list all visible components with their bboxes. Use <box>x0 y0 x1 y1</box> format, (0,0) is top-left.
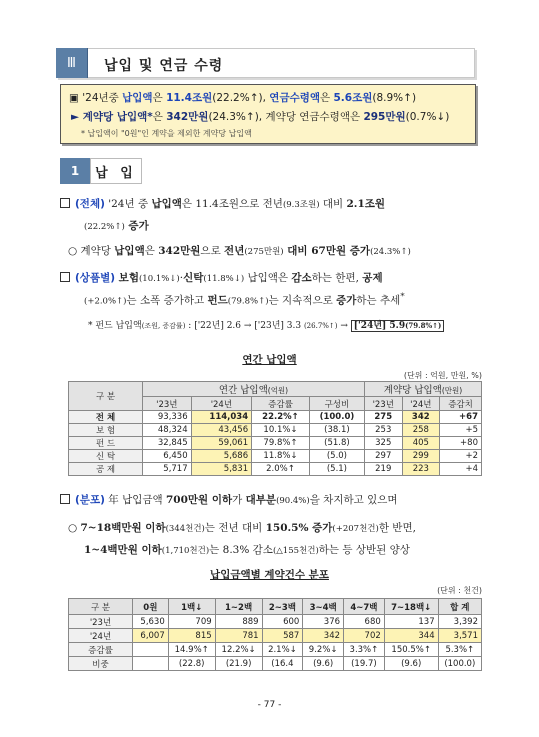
table1-col-share: 구성비 <box>309 397 364 411</box>
paragraph-per-contract: ○ 계약당 납입액은 342만원으로 전년(275만원) 대비 67만원 증가(24.3%↑) <box>68 245 411 257</box>
summary-line-1: ▣ '24년중 납입액은 11.4조원(22.2%↑), 연금수령액은 5.6조원(8.9%↑) <box>69 92 417 104</box>
table1-col-cdiff: 증감치 <box>440 397 482 411</box>
table2-title: 납입금액별 계약건수 분포 <box>210 569 329 581</box>
table-row: '23년 5,630 709 889 600 376 680 137 3,392 <box>69 615 482 629</box>
subsection-title: 납 입 <box>90 158 142 184</box>
checkbox-bullet-icon <box>60 494 70 504</box>
section-number: Ⅲ <box>56 48 88 78</box>
table1-col-c24: '24년 <box>402 397 440 411</box>
summary-line-2: ► 계약당 납입액*은 342만원(24.3%↑), 계약당 연금수령액은 295만원(0.7%↓) <box>71 111 450 123</box>
table1-col-c23: '23년 <box>364 397 402 411</box>
table1-header-gubun: 구 분 <box>69 382 143 411</box>
table1-col-24: '24년 <box>191 397 252 411</box>
paragraph-by-product-cont: (+2.0%↑)는 소폭 증가하고 펀드(79.8%↑)는 지속적으로 증가하는 추세* <box>84 292 405 307</box>
circle-bullet-icon: ○ <box>68 245 81 257</box>
table-row: 비중 (22.8) (21.9) (16.4 (9.6) (19.7) (9.6) (100.0) <box>69 657 482 671</box>
table-row: 증감률 14.9%↑ 12.2%↓ 2.1%↓ 9.2%↓ 3.3%↑ 150.5%↑ 5.3%↑ <box>69 643 482 657</box>
table1-col-change: 증감률 <box>252 397 310 411</box>
fund-note: * 펀드 납입액(조원, 증감률) : ['22년] 2.6 → ['23년] 3.3 (26.7%↑) → ['24년] 5.9(79.8%↑) <box>88 318 444 331</box>
paragraph-by-product: (상품별) 보험(10.1%↓)·신탁(11.8%↓) 납입액은 감소하는 한편, 공제 <box>60 270 383 285</box>
table1-unit: (단위 : 억원, 만원, %) <box>403 371 482 380</box>
page-number: - 77 - <box>257 700 282 710</box>
table1-header-contract: 계약당 납입액(만원) <box>364 382 481 397</box>
table-header-row: 구 분 0원 1백↓ 1~2백 2~3백 3~4백 4~7백 7~18백↓ 합 계 <box>69 599 482 615</box>
checkbox-bullet-icon <box>60 272 70 282</box>
checkbox-bullet-icon <box>60 198 70 208</box>
annual-payment-table <box>68 381 482 476</box>
table-row: 펀 드 32,845 59,061 79.8%↑ (51.8) 325 405 +80 <box>69 437 482 450</box>
table1-header-annual: 연간 납입액(억원) <box>143 382 365 397</box>
table-row: 신 탁 6,450 5,686 11.8%↓ (5.0) 297 299 +2 <box>69 450 482 463</box>
summary-note: * 납입액이 "0원"인 계약을 제외한 계약당 납입액 <box>81 129 252 138</box>
table1-col-23: '23년 <box>143 397 192 411</box>
paragraph-total-cont: (22.2%↑) 증가 <box>84 220 149 232</box>
paragraph-1-4: 1~4백만원 이하(1,710천건)는 8.3% 감소(△155천건)하는 등 상반된 양상 <box>84 544 410 556</box>
distribution-table <box>68 598 482 671</box>
table-row: 전 체 93,336 114,034 22.2%↑ (100.0) 275 342 +67 <box>69 411 482 424</box>
fund-note-highlight: ['24년] 5.9(79.8%↑) <box>351 320 445 332</box>
table-row: 보 험 48,324 43,456 10.1%↓ (38.1) 253 258 +5 <box>69 424 482 437</box>
paragraph-total: (전체) '24년 중 납입액은 11.4조원으로 전년(9.3조원) 대비 2.1조원 <box>60 196 385 211</box>
paragraph-7-18: ○ 7~18백만원 이하(344천건)는 전년 대비 150.5% 증가(+207천건)한 반면, <box>68 522 416 534</box>
summary-box <box>60 84 476 144</box>
paragraph-distribution: (분포) 年 납입금액 700만원 이하가 대부분(90.4%)을 차지하고 있으며 <box>60 492 398 507</box>
section-title: 납입 및 연금 수령 <box>104 58 224 74</box>
table-row: '24년 6,007 815 781 587 342 702 344 3,571 <box>69 629 482 643</box>
table2-unit: (단위 : 천건) <box>437 586 482 595</box>
circle-bullet-icon: ○ <box>68 522 81 534</box>
table-row: 공 제 5,717 5,831 2.0%↑ (5.1) 219 223 +4 <box>69 463 482 476</box>
subsection-number: 1 <box>60 158 90 184</box>
table1-title: 연간 납입액 <box>242 354 297 366</box>
